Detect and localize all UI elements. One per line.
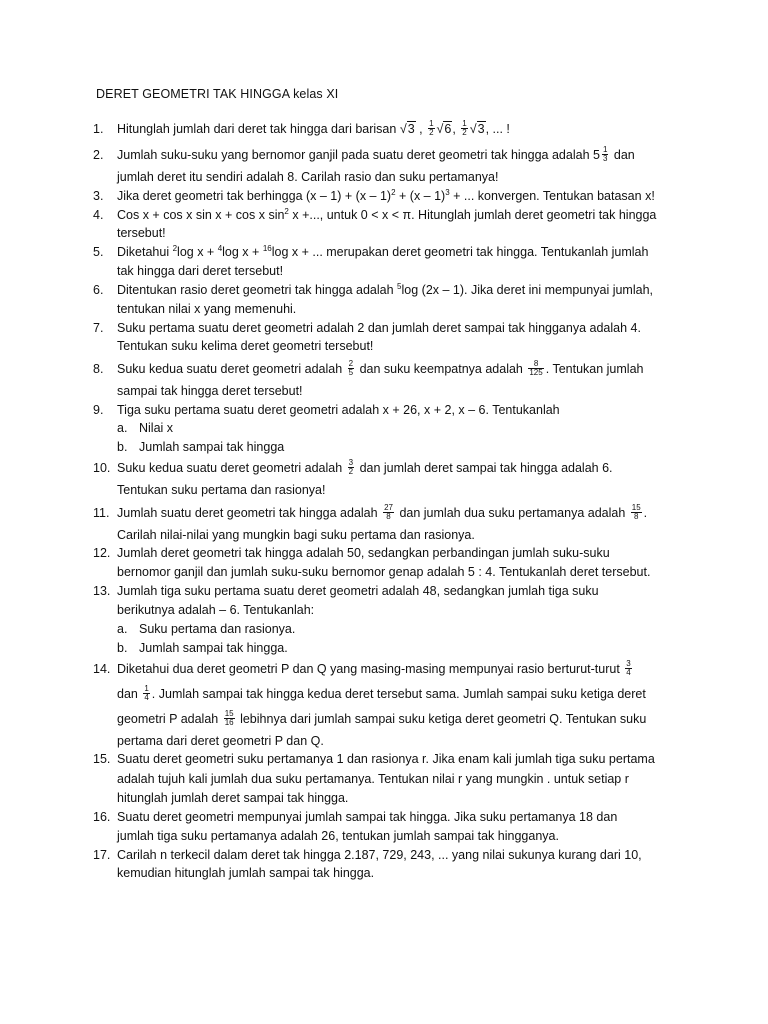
problem-text: Diketahui $^2$log x + $^4$log x + $^{16}$log x + ... merupakan deret geometri tak hingga. Tentukanlah jumlah (117, 243, 649, 259)
problem-text: Suatu deret geometri mempunyai jumlah sampai tak hingga. Jika suku pertamanya 18 dan (117, 810, 618, 824)
fraction-1-4: $\frac{1}{4}$ (144, 684, 149, 703)
problem-text: hitunglah jumlah deret sampai tak hingga. (117, 791, 349, 805)
problem-text: berikutnya adalah – 6. Tentukanlah: (117, 603, 315, 617)
problem-text: Jumlah deret geometri tak hingga adalah 50, sedangkan perbandingan jumlah suku-suku (117, 546, 610, 560)
problem-text: tentukan nilai x yang memenuhi. (117, 302, 297, 316)
fraction-2-5: $\frac{2}{5}$ (348, 359, 354, 378)
problem-text: Suku kedua suatu deret geometri adalah $\frac{2}{5}$ dan suku keempatnya adalah $\frac{8}{125}$ . Tentukan jumlah (117, 359, 644, 378)
problem-number: 11. (93, 506, 110, 520)
fraction-8-125: $\frac{8}{125}$ (529, 359, 543, 378)
sqrt-6: √6 (436, 122, 452, 136)
fraction-15-16: $\frac{15}{16}$ (224, 709, 234, 728)
fraction-1-2: $\frac{1}{2}$ (429, 119, 434, 138)
problem-text: bernomor ganjil dan jumlah suku-suku bernomor genap adalah 5 : 4. Tentukanlah deret tersebut. (117, 565, 651, 579)
sqrt-3: √3 (469, 122, 485, 136)
problem-text: kemudian hitunglah jumlah sampai tak hingga. (117, 866, 375, 880)
sub-item-text: Jumlah sampai tak hingga (139, 440, 285, 454)
fraction-15-8: $\frac{15}{8}$ (631, 503, 641, 522)
sub-item-text: Jumlah sampai tak hingga. (139, 641, 288, 655)
problem-text: tak hingga dari deret tersebut! (117, 264, 284, 278)
page-title: DERET GEOMETRI TAK HINGGA kelas XI (96, 87, 339, 101)
fraction-27-8: $\frac{27}{8}$ (384, 503, 393, 522)
problem-text: adalah tujuh kali jumlah dua suku pertamanya. Tentukan nilai r yang mungkin . untuk setiap r (117, 772, 629, 786)
fraction-3-2: $\frac{3}{2}$ (348, 458, 354, 477)
sub-item-text: Suku pertama dan rasionya. (139, 622, 296, 636)
problem-text: Carilah nilai-nilai yang mungkin bagi suku pertama dan rasionya. (117, 528, 475, 542)
problem-text: Tentukan suku pertama dan rasionya! (117, 483, 326, 497)
problem-text: dan $\frac{1}{4}$ . Jumlah sampai tak hingga kedua deret tersebut sama. Jumlah sampai suku ketiga deret (117, 684, 646, 703)
problem-text: Suatu deret geometri suku pertamanya 1 dan rasionya r. Jika enam kali jumlah tiga suku pertama (117, 752, 655, 766)
sub-item-label: a. (117, 421, 128, 435)
fraction-1-3: $\frac{1}{3}$ (602, 145, 608, 164)
problem-number: 2. (93, 148, 104, 162)
problem-text: Jumlah suatu deret geometri tak hingga adalah $\frac{27}{8}$ dan jumlah dua suku pertamanya adalah $\frac{15}{8}$ . (117, 503, 648, 522)
sub-item-label: b. (117, 440, 128, 454)
problem-text: sampai tak hingga deret tersebut! (117, 384, 303, 398)
problem-text: Suku kedua suatu deret geometri adalah $\frac{3}{2}$ dan jumlah deret sampai tak hingga adalah 6. (117, 458, 613, 477)
problem-text: Carilah n terkecil dalam deret tak hingga 2.187, 729, 243, ... yang nilai sukunya kurang dari 10, (117, 848, 642, 862)
sub-item-label: a. (117, 622, 128, 636)
problem-text: Jumlah tiga suku pertama suatu deret geometri adalah 48, sedangkan jumlah tiga suku (117, 584, 599, 598)
problem-text: Cos x + cos x sin x + cos x $\sin^2 x$ +..., untuk 0 < x < π. Hitunglah jumlah deret geometri tak hingga (117, 206, 657, 222)
problem-text: Diketahui dua deret geometri P dan Q yang masing-masing mempunyai rasio berturut-turut $\frac{3}{4}$ (117, 659, 631, 678)
problem-text: tersebut! (117, 226, 166, 240)
problem-text: Ditentukan rasio deret geometri tak hingga adalah $^5$log (2x – 1). Jika deret ini mempunyai jumlah, (117, 281, 654, 297)
sqrt-3: √3 (399, 122, 415, 136)
problem-text: Jumlah suku-suku yang bernomor ganjil pada suatu deret geometri tak hingga adalah 5 $\frac{1}{3}$ dan (117, 145, 635, 164)
problem-text: jumlah deret itu sendiri adalah 8. Carilah rasio dan suku pertamanya! (117, 170, 499, 184)
problem-text: geometri P adalah $\frac{15}{16}$ lebihnya dari jumlah sampai suku ketiga deret geometri Q. Tentukan suku (117, 709, 647, 728)
problem-number: 5. (93, 245, 104, 259)
problem-number: 9. (93, 403, 104, 417)
problem-number: 10. (93, 461, 111, 475)
problem-number: 3. (93, 189, 104, 203)
fraction-1-2: $\frac{1}{2}$ (462, 119, 467, 138)
problem-number: 6. (93, 283, 104, 297)
problem-text: pertama dari deret geometri P dan Q. (117, 734, 324, 748)
problem-text: Jika deret geometri tak berhingga (x – 1) + (x – 1)$^2$ + (x – 1)$^3$ + ... konvergen. Tentukan batasan x! (117, 187, 655, 203)
problem-number: 7. (93, 321, 104, 335)
problem-number: 14. (93, 662, 111, 676)
problem-text: Hitunglah jumlah dari deret tak hingga dari barisan √3 , $\frac{1}{2}$ √6, $\frac{1}{2}$ √3, ... ! (117, 119, 510, 138)
problem-number: 1. (93, 122, 104, 136)
problem-text: Tiga suku pertama suatu deret geometri adalah x + 26, x + 2, x – 6. Tentukanlah (117, 403, 560, 417)
fraction-3-4: $\frac{3}{4}$ (626, 659, 631, 678)
problem-number: 17. (93, 848, 111, 862)
problem-number: 15. (93, 752, 111, 766)
problem-text: Suku pertama suatu deret geometri adalah 2 dan jumlah deret sampai tak hingganya adalah 4. (117, 321, 641, 335)
sub-item-text: Nilai x (139, 421, 174, 435)
problem-number: 12. (93, 546, 111, 560)
problem-number: 8. (93, 362, 104, 376)
problem-number: 4. (93, 208, 104, 222)
problem-text: jumlah tiga suku pertamanya adalah 26, tentukan jumlah sampai tak hingganya. (117, 829, 559, 843)
problem-number: 16. (93, 810, 111, 824)
problem-number: 13. (93, 584, 111, 598)
problem-text: Tentukan suku kelima deret geometri tersebut! (117, 339, 374, 353)
sub-item-label: b. (117, 641, 128, 655)
